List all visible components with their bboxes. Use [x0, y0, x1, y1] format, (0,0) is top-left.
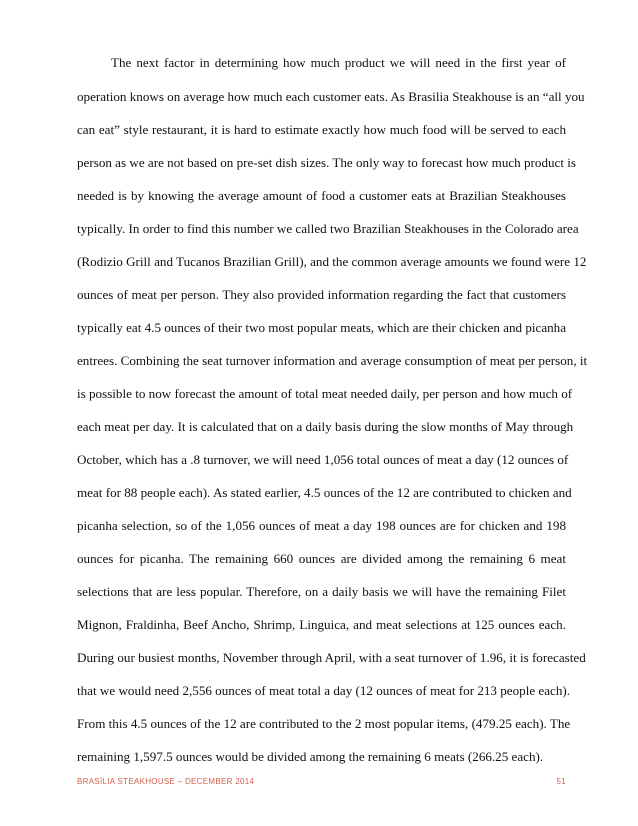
text-line: person as we are not based on pre-set dish sizes. The only way to forecast how much product is [77, 155, 577, 170]
page-number: 51 [556, 777, 566, 786]
text-line: picanha selection, so of the 1,056 ounces of meat a day 198 ounces are for chicken and 198 [77, 518, 566, 533]
text-line: The next factor in determining how much product we will need in the first year of [111, 55, 566, 70]
text-line: typically eat 4.5 ounces of their two most popular meats, which are their chicken and picanha [77, 320, 567, 335]
footer-title: BRASÍLIA STEAKHOUSE – DECEMBER 2014 [77, 777, 255, 786]
text-line: selections that are less popular. Therefore, on a daily basis we will have the remaining Filet [77, 584, 566, 599]
text-line: needed is by knowing the average amount of food a customer eats at Brazilian Steakhouses [77, 188, 566, 203]
text-line: can eat” style restaurant, it is hard to estimate exactly how much food will be served to each [77, 122, 566, 137]
text-line: remaining 1,597.5 ounces would be divided among the remaining 6 meats (266.25 each). [77, 749, 544, 764]
text-line: During our busiest months, November through April, with a seat turnover of 1.96, it is forecasted [77, 650, 586, 665]
text-line: typically. In order to find this number we called two Brazilian Steakhouses in the Colorado area [77, 221, 579, 236]
text-line: operation knows on average how much each customer eats. As Brasilia Steakhouse is an “all you [77, 89, 585, 104]
text-line: October, which has a .8 turnover, we will need 1,056 total ounces of meat a day (12 ounces of [77, 452, 569, 467]
text-line: ounces of meat per person. They also provided information regarding the fact that customers [77, 287, 566, 302]
text-line: Mignon, Fraldinha, Beef Ancho, Shrimp, Linguica, and meat selections at 125 ounces each. [77, 617, 566, 632]
text-line: that we would need 2,556 ounces of meat total a day (12 ounces of meat for 213 people each). [77, 683, 571, 698]
text-line: each meat per day. It is calculated that on a daily basis during the slow months of May through [77, 419, 574, 434]
text-line: (Rodizio Grill and Tucanos Brazilian Grill), and the common average amounts we found were 12 [77, 254, 587, 269]
text-line: From this 4.5 ounces of the 12 are contributed to the 2 most popular items, (479.25 each). The [77, 716, 571, 731]
text-line: entrees. Combining the seat turnover information and average consumption of meat per person, it [77, 353, 588, 368]
text-line: ounces for picanha. The remaining 660 ounces are divided among the remaining 6 meat [77, 551, 566, 566]
text-line: is possible to now forecast the amount of total meat needed daily, per person and how much of [77, 386, 573, 401]
text-line: meat for 88 people each). As stated earlier, 4.5 ounces of the 12 are contributed to chicken and [77, 485, 572, 500]
